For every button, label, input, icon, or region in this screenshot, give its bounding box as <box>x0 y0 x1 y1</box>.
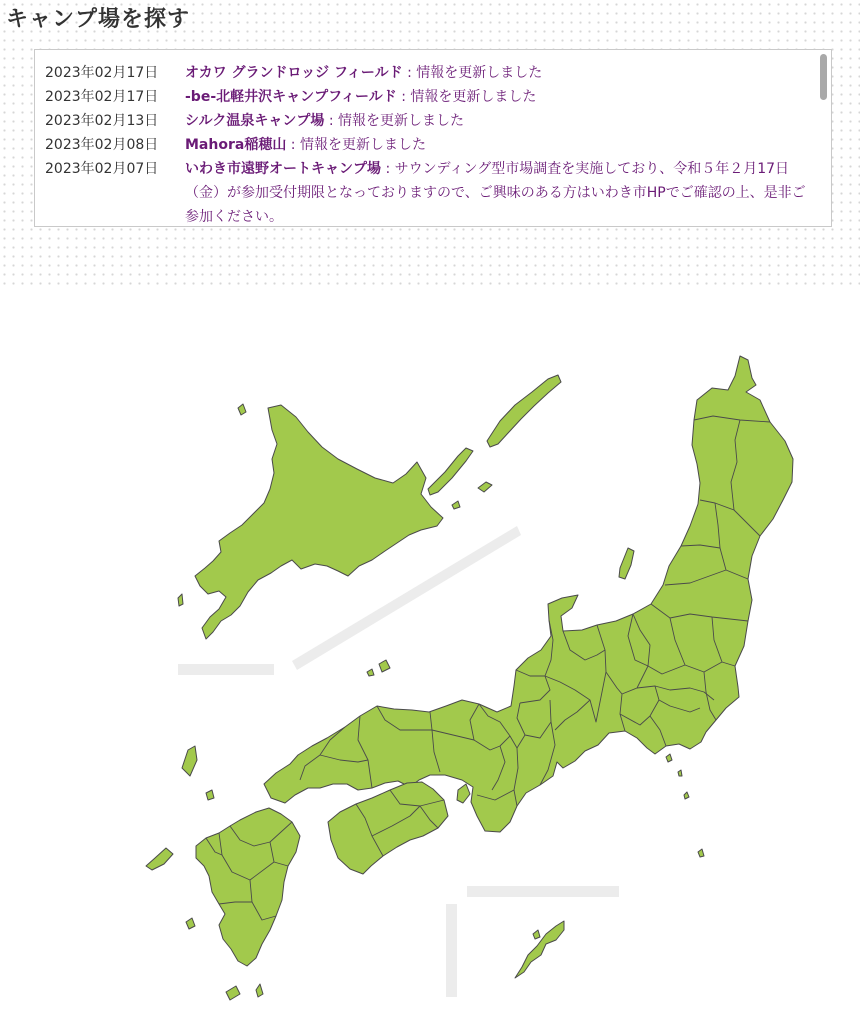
news-box[interactable] <box>34 49 832 227</box>
news-scroll-thumb[interactable] <box>820 54 827 100</box>
search-header-area <box>0 0 860 290</box>
news-body <box>185 85 815 109</box>
pref-okinawa[interactable] <box>515 921 564 978</box>
news-date: 2023年02月17日 <box>45 89 159 105</box>
news-item <box>45 157 815 227</box>
news-date: 2023年02月13日 <box>45 113 159 129</box>
region-hokkaido[interactable] <box>178 375 561 639</box>
news-body <box>185 133 815 157</box>
pref-tanegashima[interactable] <box>226 986 240 1000</box>
page-title: キャンプ場を探す <box>6 7 191 32</box>
news-item <box>45 85 815 109</box>
pref-kuril-2[interactable] <box>487 375 561 447</box>
news-body <box>185 157 815 227</box>
news-body <box>185 61 815 85</box>
news-item <box>45 109 815 133</box>
news-separator: : <box>286 137 300 153</box>
news-message: 情報を更新しました <box>416 65 543 81</box>
pref-kuril-1[interactable] <box>428 448 473 495</box>
japan-map-svg <box>0 290 860 1013</box>
news-date: 2023年02月08日 <box>45 137 159 153</box>
pref-kyushu[interactable] <box>196 808 300 966</box>
pref-koshiki[interactable] <box>186 918 195 929</box>
region-shikoku[interactable] <box>328 782 448 874</box>
pref-oki-2[interactable] <box>367 669 374 676</box>
pref-oki[interactable] <box>379 660 390 672</box>
pref-yakushima[interactable] <box>256 984 263 997</box>
pref-izu-1[interactable] <box>666 754 672 762</box>
pref-tsushima[interactable] <box>182 746 197 776</box>
news-message: 情報を更新しました <box>338 113 464 129</box>
map-divider-left <box>178 664 274 675</box>
news-message: 情報を更新しました <box>299 137 426 153</box>
news-link[interactable]: シルク温泉キャンプ場 <box>185 113 325 129</box>
news-link[interactable]: いわき市遠野オートキャンプ場 <box>185 161 381 177</box>
news-date: 2023年02月07日 <box>45 161 159 177</box>
pref-okinawa-islet[interactable] <box>533 930 540 939</box>
pref-iki[interactable] <box>206 790 214 800</box>
map-divider-okinawa-h <box>467 886 619 897</box>
news-body <box>185 109 815 133</box>
news-link[interactable]: -be-北軽井沢キャンプフィールド <box>185 89 397 105</box>
news-separator: : <box>396 89 411 105</box>
pref-hokkaido-okushiri[interactable] <box>178 594 183 606</box>
pref-hokkaido-rishiri[interactable] <box>238 404 246 415</box>
news-list <box>45 61 815 227</box>
news-date: 2023年02月17日 <box>45 65 159 81</box>
pref-izu-2[interactable] <box>678 770 682 776</box>
news-separator: : <box>324 113 338 129</box>
region-okinawa[interactable] <box>515 921 564 978</box>
pref-kuril-4[interactable] <box>452 501 460 509</box>
pref-sado[interactable] <box>619 548 634 579</box>
news-link[interactable]: オカワ グランドロッジ フィールド <box>185 65 403 81</box>
map-divider-okinawa-v <box>446 904 457 997</box>
pref-izu-4[interactable] <box>698 849 704 857</box>
news-link[interactable]: Mahora稲穂山 <box>185 137 287 153</box>
pref-goto[interactable] <box>146 848 173 870</box>
news-item <box>45 61 815 85</box>
pref-kuril-3[interactable] <box>478 482 492 492</box>
news-separator: : <box>402 65 417 81</box>
japan-map <box>0 290 860 1013</box>
pref-izu-3[interactable] <box>684 792 689 799</box>
news-message: サウンディング型市場調査を実施しており、令和５年２月17日（金）が参加受付期限となっておりますので、ご興味のある方はいわき市HPでご確認の上、是非ご参加ください。 <box>185 161 806 225</box>
news-separator: : <box>381 161 395 177</box>
pref-awaji[interactable] <box>457 784 470 803</box>
news-item <box>45 133 815 157</box>
news-scrollbar[interactable] <box>816 51 830 225</box>
region-honshu[interactable] <box>264 356 793 857</box>
news-message: 情報を更新しました <box>410 89 537 105</box>
